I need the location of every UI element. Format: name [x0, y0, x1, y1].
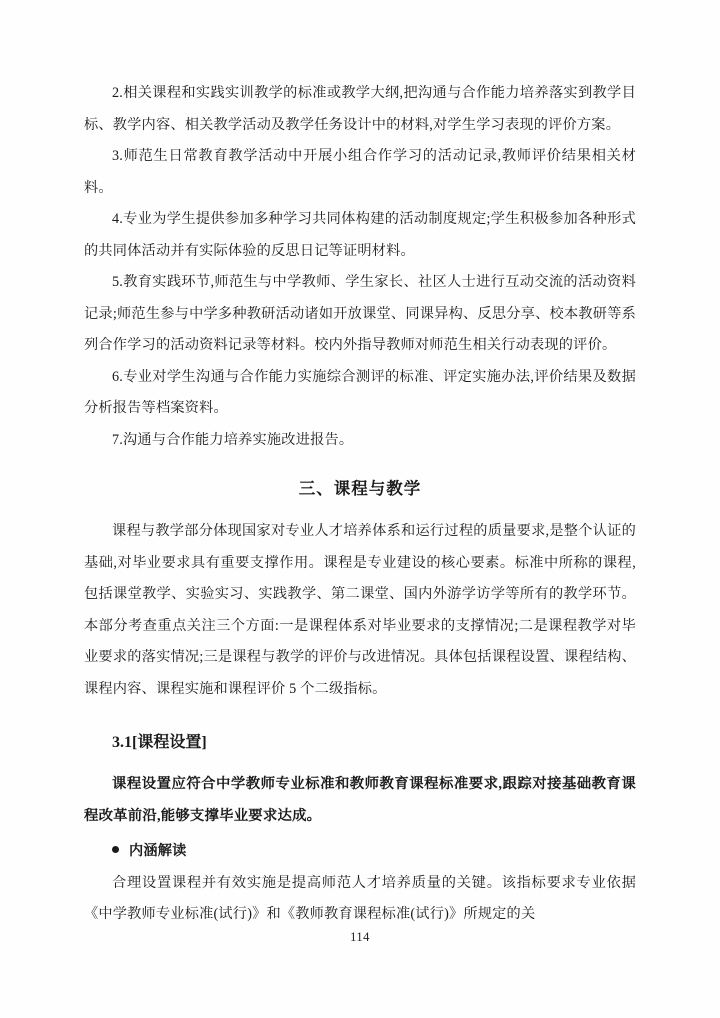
paragraph-item-7: 7.沟通与合作能力培养实施改进报告。 — [112, 431, 354, 448]
page-content — [84, 78, 636, 931]
subsection-heading: 3.1[课程设置] — [112, 734, 207, 751]
bullet-item-interpretation — [84, 836, 636, 868]
paragraph-item-6: 6.专业对学生沟通与合作能力实施综合测评的标准、评定实施办法,评价结果及数据分析报告等档案资料。 — [84, 368, 636, 416]
section-body-paragraph: 课程与教学部分体现国家对专业人才培养体系和运行过程的质量要求,是整个认证的基础,对毕业要求具有重要支撑作用。课程是专业建设的核心要素。标准中所称的课程,包括课堂教学、实验实习、实践教学、第二课堂、国内外游学访学等所有的教学环节。本部分考查重点关注三个方面:一是课程体系对毕业要求的支撑情况;二是课程教学对毕业要求的落实情况;三是课程与教学的评价与改进情况。具体包括课程设置、课程结构、课程内容、课程实施和课程评价 5 个二级指标。 — [84, 523, 636, 697]
paragraph-item-2: 2.相关课程和实践实训教学的标准或教学大纲,把沟通与合作能力培养落实到教学目标、教学内容、相关教学活动及教学任务设计中的材料,对学生学习表现的评价方案。 — [84, 85, 636, 133]
standard-statement: 课程设置应符合中学教师专业标准和教师教育课程标准要求,跟踪对接基础教育课程改革前沿,能够支撑毕业要求达成。 — [84, 776, 636, 824]
interpretation-body-paragraph: 合理设置课程并有效实施是提高师范人才培养质量的关键。该指标要求专业依据《中学教师专业标准(试行)》和《教师教育课程标准(试行)》所规定的关 — [84, 874, 636, 922]
bullet-item-label: 内涵解读 — [129, 843, 187, 859]
paragraph-item-4: 4.专业为学生提供参加多种学习共同体构建的活动制度规定;学生积极参加各种形式的共同体活动并有实际体验的反思日记等证明材料。 — [84, 211, 636, 259]
paragraph-item-5: 5.教育实践环节,师范生与中学教师、学生家长、社区人士进行互动交流的活动资料记录;师范生参与中学多种教研活动诸如开放课堂、同课异构、反思分享、校本教研等系列合作学习的活动资料记录等材料。校内外指导教师对师范生相关行动表现的评价。 — [84, 274, 636, 353]
page-number: 114 — [350, 930, 370, 944]
paragraph-item-3: 3.师范生日常教育教学活动中开展小组合作学习的活动记录,教师评价结果相关材料。 — [84, 148, 636, 196]
bullet-dot-icon — [112, 846, 119, 853]
section-heading: 三、课程与教学 — [298, 479, 422, 498]
